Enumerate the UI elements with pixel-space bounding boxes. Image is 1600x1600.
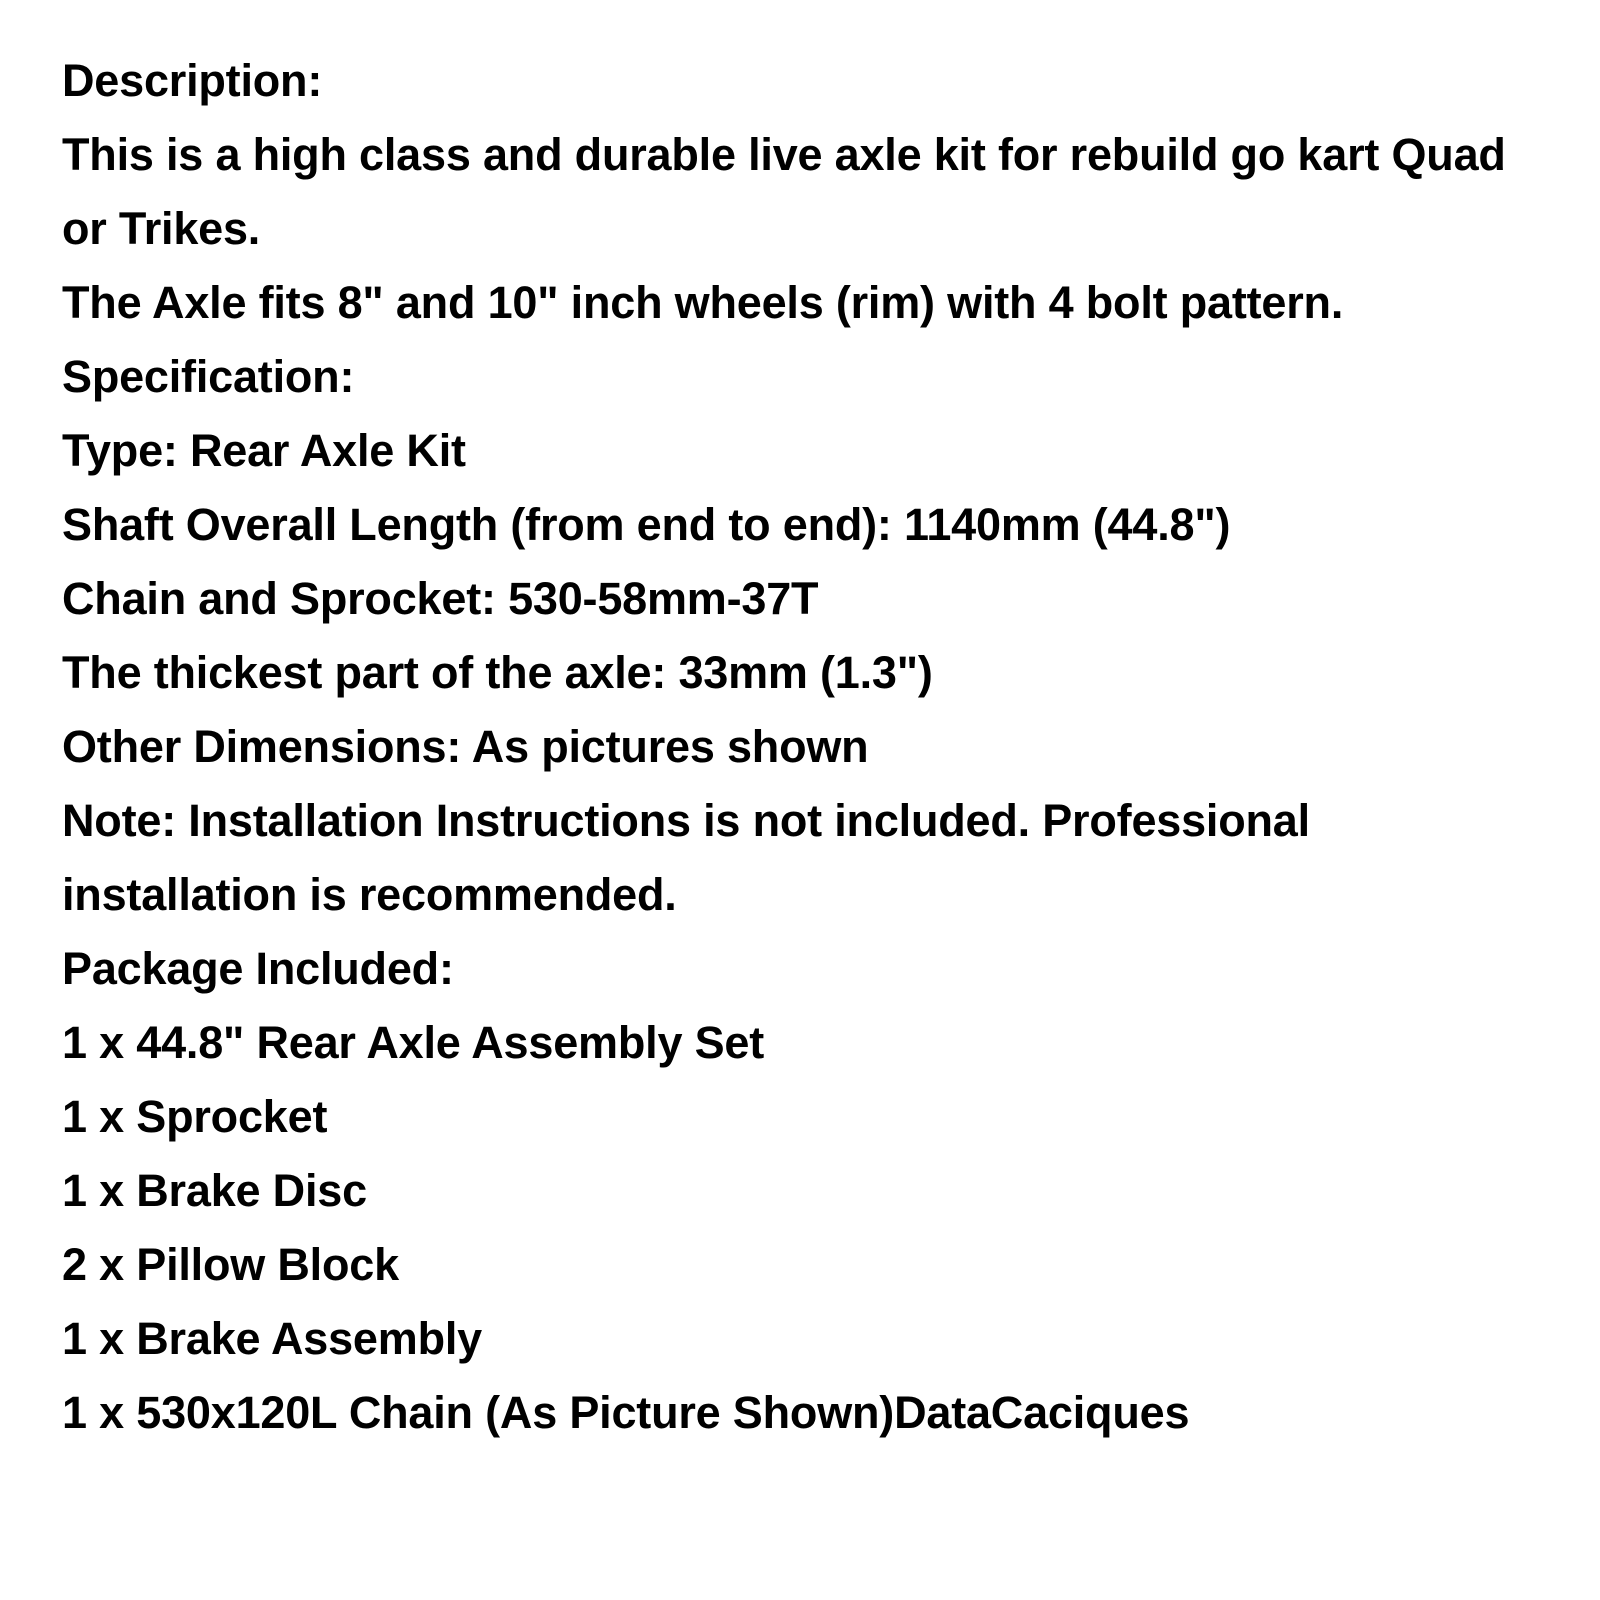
package-item-chain: 1 x 530x120L Chain (As Picture Shown)DataCaciques bbox=[62, 1387, 1190, 1438]
description-heading: Description: bbox=[62, 55, 323, 106]
spec-other-dimensions: Other Dimensions: As pictures shown bbox=[62, 721, 869, 772]
spec-chain-sprocket: Chain and Sprocket: 530-58mm-37T bbox=[62, 573, 819, 624]
package-item-sprocket: 1 x Sprocket bbox=[62, 1091, 328, 1142]
package-item-brake-assembly: 1 x Brake Assembly bbox=[62, 1313, 482, 1364]
specification-heading: Specification: bbox=[62, 351, 355, 402]
spec-type: Type: Rear Axle Kit bbox=[62, 425, 466, 476]
package-item-brake-disc: 1 x Brake Disc bbox=[62, 1165, 367, 1216]
note-text: Note: Installation Instructions is not included. Professional installation is recommended. bbox=[62, 795, 1323, 920]
spec-shaft-length: Shaft Overall Length (from end to end): 1140mm (44.8") bbox=[62, 499, 1231, 550]
package-item-axle-assembly: 1 x 44.8" Rear Axle Assembly Set bbox=[62, 1017, 764, 1068]
spec-thickest-part: The thickest part of the axle: 33mm (1.3") bbox=[62, 647, 933, 698]
description-text-intro: This is a high class and durable live axle kit for rebuild go kart Quad or Trikes. bbox=[62, 129, 1518, 254]
package-item-pillow-block: 2 x Pillow Block bbox=[62, 1239, 399, 1290]
package-included-heading: Package Included: bbox=[62, 943, 454, 994]
description-text-fitment: The Axle fits 8" and 10" inch wheels (rim) with 4 bolt pattern. bbox=[62, 277, 1344, 328]
